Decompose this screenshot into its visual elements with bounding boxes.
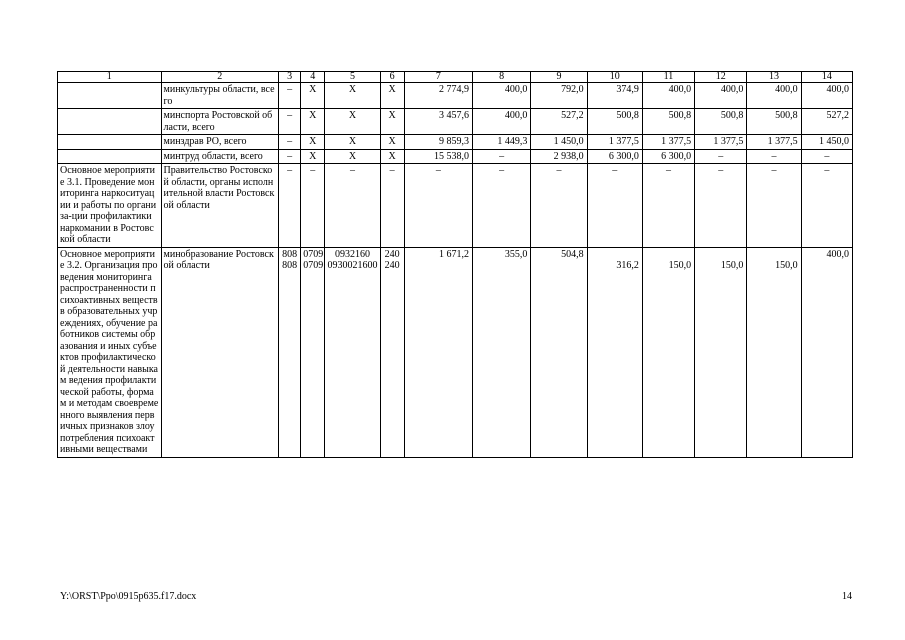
amount-cell: 400,0	[473, 83, 531, 109]
amount-cell: 1 450,0	[531, 135, 587, 150]
code-cell: –	[301, 164, 325, 248]
amount-cell: 150,0	[642, 247, 694, 457]
table-row	[58, 149, 853, 164]
column-number-cell: 9	[531, 72, 587, 83]
activity-cell	[58, 135, 162, 150]
amount-cell: 9 859,3	[404, 135, 472, 150]
amount-cell: 400,0	[801, 83, 852, 109]
amount-cell: 527,2	[531, 109, 587, 135]
page-number: 14	[842, 591, 852, 602]
amount-cell: –	[695, 164, 747, 248]
file-path: Y:\ORST\Ppo\0915p635.f17.docx	[60, 591, 197, 602]
column-number-row	[58, 72, 853, 83]
column-number-cell: 7	[404, 72, 472, 83]
code-cell: 808 808	[279, 247, 301, 457]
code-cell: –	[279, 135, 301, 150]
code-cell: 0709 0709	[301, 247, 325, 457]
amount-cell: –	[531, 164, 587, 248]
code-cell: –	[279, 83, 301, 109]
code-cell: –	[279, 149, 301, 164]
amount-cell: 355,0	[473, 247, 531, 457]
table-row	[58, 164, 853, 248]
amount-cell: –	[642, 164, 694, 248]
executor-cell: минтруд области, всего	[161, 149, 279, 164]
amount-cell: 2 938,0	[531, 149, 587, 164]
amount-cell: 150,0	[695, 247, 747, 457]
amount-cell: 1 377,5	[695, 135, 747, 150]
code-cell: Х	[380, 149, 404, 164]
amount-cell: 1 671,2	[404, 247, 472, 457]
amount-cell: –	[747, 149, 801, 164]
amount-cell: –	[747, 164, 801, 248]
column-number-cell: 2	[161, 72, 279, 83]
code-cell: Х	[301, 83, 325, 109]
table-row	[58, 83, 853, 109]
amount-cell: 400,0	[695, 83, 747, 109]
code-cell: Х	[325, 149, 380, 164]
amount-cell: –	[801, 149, 852, 164]
budget-table	[57, 71, 853, 458]
amount-cell: 400,0	[642, 83, 694, 109]
column-number-cell: 8	[473, 72, 531, 83]
code-cell: Х	[380, 109, 404, 135]
amount-cell: 500,8	[747, 109, 801, 135]
amount-cell: 1 377,5	[587, 135, 642, 150]
code-cell: Х	[301, 149, 325, 164]
code-cell: –	[325, 164, 380, 248]
amount-cell: 792,0	[531, 83, 587, 109]
column-number-cell: 12	[695, 72, 747, 83]
amount-cell: 500,8	[587, 109, 642, 135]
executor-cell: минспорта Ростовской области, всего	[161, 109, 279, 135]
amount-cell: –	[587, 164, 642, 248]
amount-cell: 500,8	[642, 109, 694, 135]
amount-cell: 2 774,9	[404, 83, 472, 109]
code-cell: Х	[325, 109, 380, 135]
column-number-cell: 1	[58, 72, 162, 83]
column-number-cell: 14	[801, 72, 852, 83]
code-cell: –	[380, 164, 404, 248]
code-cell: Х	[325, 83, 380, 109]
amount-cell: –	[473, 149, 531, 164]
activity-cell: Основное мероприятие 3.1. Проведение мониторинга наркоситуации и работы по организа-ции профилактики наркомании в Ростовской области	[58, 164, 162, 248]
amount-cell: –	[473, 164, 531, 248]
code-cell: Х	[301, 109, 325, 135]
amount-cell: –	[801, 164, 852, 248]
amount-cell: 1 377,5	[642, 135, 694, 150]
amount-cell: 400,0	[747, 83, 801, 109]
amount-cell: 1 449,3	[473, 135, 531, 150]
column-number-cell: 13	[747, 72, 801, 83]
activity-cell	[58, 149, 162, 164]
column-number-cell: 5	[325, 72, 380, 83]
column-number-cell: 6	[380, 72, 404, 83]
code-cell: Х	[380, 83, 404, 109]
column-number-cell: 11	[642, 72, 694, 83]
code-cell: Х	[380, 135, 404, 150]
amount-cell: 500,8	[695, 109, 747, 135]
amount-cell: 316,2	[587, 247, 642, 457]
activity-cell	[58, 83, 162, 109]
code-cell: Х	[325, 135, 380, 150]
activity-cell	[58, 109, 162, 135]
amount-cell: 150,0	[747, 247, 801, 457]
amount-cell: –	[404, 164, 472, 248]
code-cell: –	[279, 109, 301, 135]
executor-cell: минкультуры области, всего	[161, 83, 279, 109]
amount-cell: 1 450,0	[801, 135, 852, 150]
code-cell: 240 240	[380, 247, 404, 457]
amount-cell: 374,9	[587, 83, 642, 109]
code-cell: –	[279, 164, 301, 248]
column-number-cell: 3	[279, 72, 301, 83]
amount-cell: 527,2	[801, 109, 852, 135]
table-row	[58, 109, 853, 135]
table-row	[58, 135, 853, 150]
code-cell: Х	[301, 135, 325, 150]
code-cell: 0932160 0930021600	[325, 247, 380, 457]
amount-cell: –	[695, 149, 747, 164]
amount-cell: 6 300,0	[642, 149, 694, 164]
column-number-cell: 10	[587, 72, 642, 83]
amount-cell: 400,0	[473, 109, 531, 135]
executor-cell: минобразование Ростовской области	[161, 247, 279, 457]
table-row	[58, 247, 853, 457]
activity-cell: Основное мероприятие 3.2. Организация проведения мониторинга распространенности психоактивных веществ в образовательных учреждениях, обучение работников системы образования и иных субъектов профилактической деятельности навыкам ведения профилактической работы, формам и методам своевременного выявления первичных признаков злоупотребления психоактивными веществами	[58, 247, 162, 457]
amount-cell: 400,0	[801, 247, 852, 457]
column-number-cell: 4	[301, 72, 325, 83]
executor-cell: Правительство Ростовской области, органы исполнительной власти Ростовской области	[161, 164, 279, 248]
amount-cell: 504,8	[531, 247, 587, 457]
amount-cell: 6 300,0	[587, 149, 642, 164]
executor-cell: минздрав РО, всего	[161, 135, 279, 150]
amount-cell: 1 377,5	[747, 135, 801, 150]
amount-cell: 15 538,0	[404, 149, 472, 164]
amount-cell: 3 457,6	[404, 109, 472, 135]
